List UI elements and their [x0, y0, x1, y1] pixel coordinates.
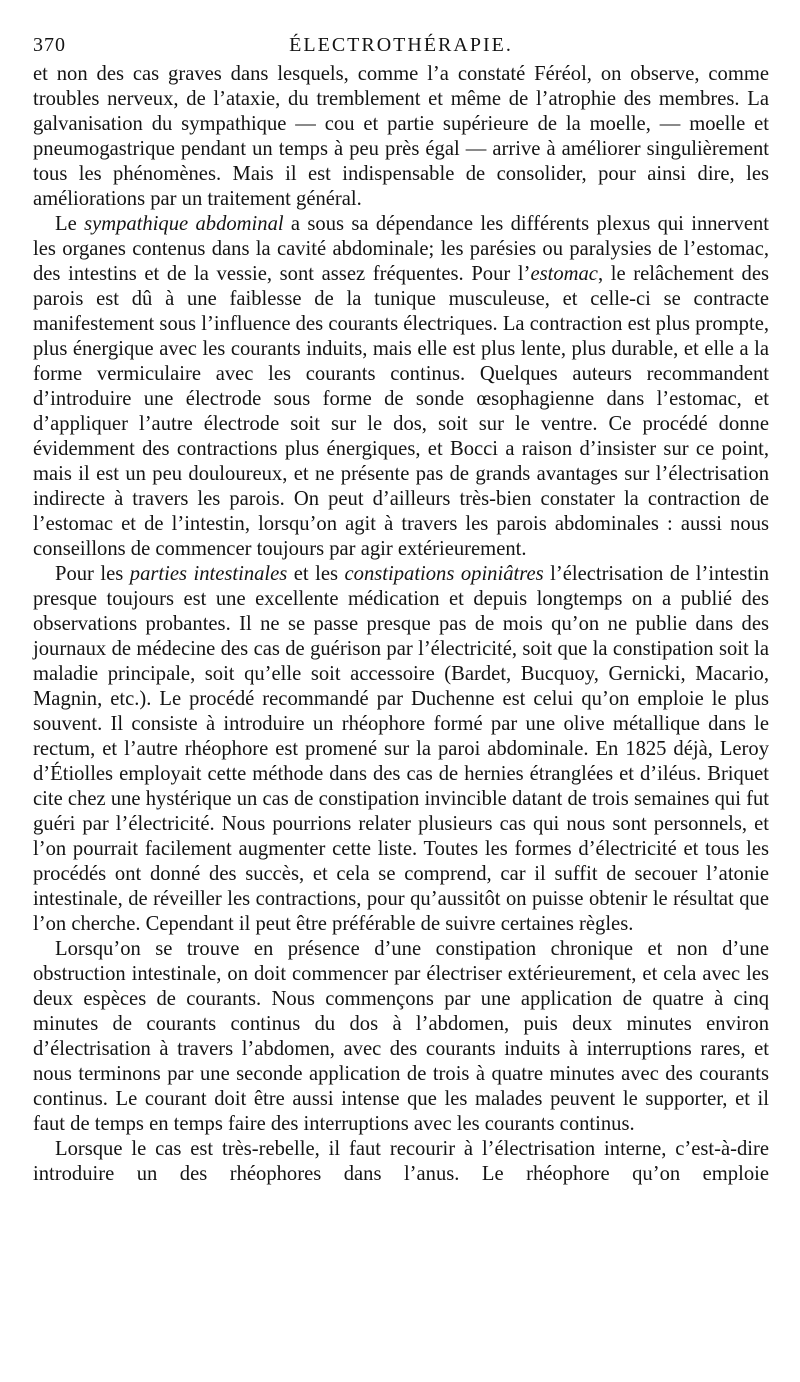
italic-term: estomac	[530, 263, 598, 285]
paragraph-1	[33, 62, 769, 212]
text-run: l’électrisation de l’intestin presque toujours est une excellente médication et depuis longtemps on a publié des observations probantes. Il ne se passe presque pas de mois qu’on ne publie dans des journaux de médecine des cas de guérison par l’électricité, soit que la constipation soit la maladie principale, soit qu’elle soit accessoire (Bardet, Bucquoy, Gernicki, Macario, Magnin, etc.). Le procédé recommandé par Duchenne est celui qu’on emploie le plus souvent. Il consiste à introduire un rhéophore formé par une olive métallique dans le rectum, et l’autre rhéophore est promené sur la paroi abdominale. En 1825 déjà, Leroy d’Étiolles employait cette méthode dans des cas de hernies étranglées et d’iléus. Briquet cite chez une hystérique un cas de constipation invincible datant de trois semaines qui fut guéri par l’électricité. Nous pourrions relater plusieurs cas qui nous sont personnels, et l’on pourrait facilement augmenter cette liste. Toutes les formes d’électricité et tous les procédés ont donné des succès, et cela se comprend, car il suffit de secouer l’atonie intestinale, de réveiller les contractions, pour qu’aussitôt on puisse obtenir le résultat que l’on cherche. Cependant il peut être préférable de suivre certaines règles.	[33, 563, 769, 935]
text-run: Le	[55, 213, 85, 235]
italic-term: constipations opiniâtres	[344, 563, 544, 585]
running-head	[33, 30, 769, 62]
running-title: ÉLECTROTHÉRAPIE.	[289, 34, 513, 56]
paragraph-3	[33, 562, 769, 937]
paragraph-5	[33, 1137, 769, 1187]
book-page	[33, 30, 769, 1187]
text-run: , le relâchement des parois est dû à une faiblesse de la tunique musculeuse, et celle-ci se contracte manifestement sous l’influence des courants électriques. La contraction est plus prompte, plus énergique avec les courants induits, mais elle est plus lente, plus durable, et elle a la forme vermiculaire avec les courants continus. Quelques auteurs recommandent d’introduire une électrode sous forme de sonde œsophagienne dans l’estomac, et d’appliquer l’autre électrode soit sur le dos, soit sur le ventre. Ce procédé donne évidemment des contractions plus énergiques, et Bocci a raison d’insister sur ce point, mais il est un peu douloureux, et ne présente pas de grands avantages sur l’électrisation indirecte à travers les parois. On peut d’ailleurs très-bien constater la contraction de l’estomac et de l’intestin, lorsqu’on agit à travers les parois abdominales : aussi nous conseillons de commencer toujours par agir extérieurement.	[33, 263, 769, 560]
paragraph-4	[33, 937, 769, 1137]
page-number: 370	[33, 34, 66, 56]
text-run: Lorsque le cas est très-rebelle, il faut recourir à l’électrisation interne, c’est-à-dire introduire un des rhéophores dans l’anus. Le rhéophore qu’on emploie	[33, 1138, 769, 1185]
text-run: Pour les	[55, 563, 130, 585]
text-run: et les	[287, 563, 345, 585]
text-run: et non des cas graves dans lesquels, comme l’a constaté Féréol, on observe, comme troubles nerveux, de l’ataxie, du tremblement et même de l’atrophie des membres. La galvanisation du sympathique — cou et partie supérieure de la moelle, — moelle et pneumogastrique pendant un temps à peu près égal — arrive à améliorer singulièrement tous les phénomènes. Mais il est indispensable de consolider, pour ainsi dire, les améliorations par un traitement général.	[33, 63, 769, 210]
paragraph-2	[33, 212, 769, 562]
text-run: a sous sa dépendance les différents plexus qui innervent les organes contenus dans la cavité abdominale; les parésies ou paralysies de l’estomac, des intestins et de la vessie, sont assez fréquentes. Pour l’	[33, 213, 769, 285]
body-text	[33, 62, 769, 1187]
italic-term: sympathique abdominal	[84, 213, 284, 235]
text-run: Lorsqu’on se trouve en présence d’une constipation chronique et non d’une obstruction intestinale, on doit commencer par électriser extérieurement, et cela avec les deux espèces de courants. Nous commençons par une application de quatre à cinq minutes de courants continus du dos à l’abdomen, puis deux minutes environ d’électrisation à travers l’abdomen, avec des courants induits à interruptions rares, et nous terminons par une seconde application de trois à quatre minutes avec des courants continus. Le courant doit être aussi intense que les malades peuvent le supporter, et il faut de temps en temps faire des interruptions avec les courants continus.	[33, 938, 769, 1135]
italic-term: parties intestinales	[129, 563, 288, 585]
